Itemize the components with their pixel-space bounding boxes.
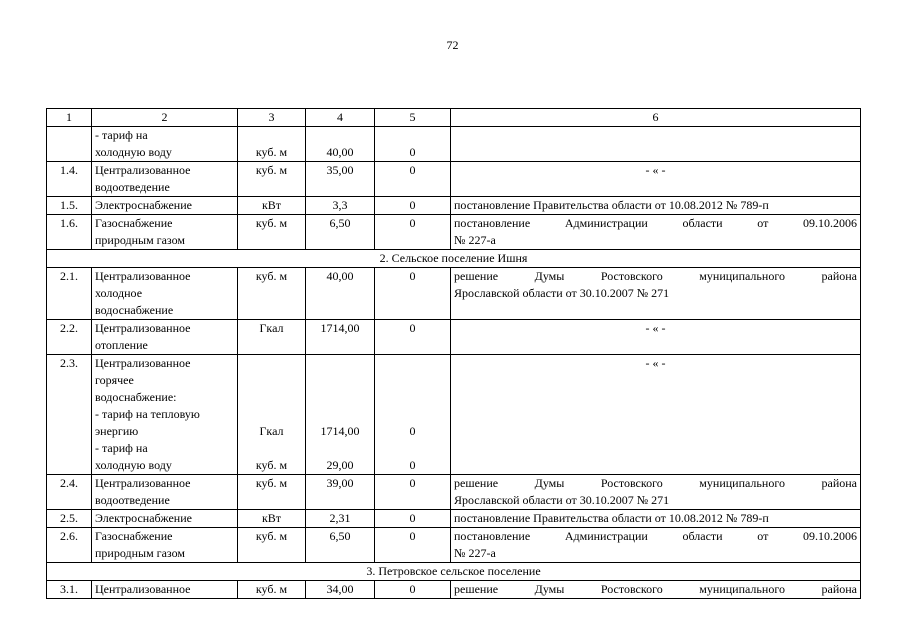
- spacer: [378, 355, 447, 372]
- service-name: [92, 127, 238, 162]
- table-row: [47, 162, 861, 197]
- document-reference-line: решение Думы Ростовского муниципального района: [454, 476, 857, 490]
- section-row: [47, 250, 861, 268]
- service-name-line: водоотведение: [95, 180, 170, 194]
- extra-cell-line: 0: [409, 424, 416, 438]
- row-number: 2.5.: [47, 510, 92, 528]
- service-name-line: энергию: [95, 424, 139, 438]
- service-name-line: холодное: [95, 286, 143, 300]
- service-name: [92, 475, 238, 510]
- service-name-line: природным газом: [95, 233, 185, 247]
- unit-cell: куб. м: [238, 528, 306, 563]
- service-name-line: водоснабжение: [95, 303, 174, 317]
- unit-cell-line: Гкал: [259, 424, 284, 438]
- service-name-line: Централизованное: [95, 321, 191, 335]
- spacer: [241, 355, 302, 372]
- row-number: 1.5.: [47, 197, 92, 215]
- document-reference: [451, 528, 861, 563]
- extra-cell: 0: [375, 475, 451, 510]
- service-name-line: - тариф на тепловую: [95, 407, 200, 421]
- document-reference: постановление Правительства области от 10.08.2012 № 789-п: [451, 510, 861, 528]
- extra-cell: 0: [375, 197, 451, 215]
- service-name-line: Электроснабжение: [95, 198, 192, 212]
- unit-cell-line: куб. м: [255, 458, 288, 472]
- row-number: [47, 127, 92, 162]
- unit-cell: куб. м: [238, 475, 306, 510]
- section-row: [47, 563, 861, 581]
- value-cell: 35,00: [306, 162, 375, 197]
- service-name-line: Централизованное: [95, 163, 191, 177]
- service-name-line: - тариф на: [95, 128, 148, 142]
- extra-cell: 0: [375, 268, 451, 320]
- service-name: [92, 268, 238, 320]
- unit-cell: куб. м: [238, 127, 306, 162]
- spacer: [241, 372, 302, 389]
- document-reference-line: Ярославской области от 30.10.2007 № 271: [454, 493, 670, 507]
- service-name-line: природным газом: [95, 546, 185, 560]
- extra-cell: 0: [375, 127, 451, 162]
- service-name: [92, 528, 238, 563]
- table-row: [47, 215, 861, 250]
- value-cell: 1714,00: [306, 320, 375, 355]
- value-cell: 40,00: [306, 268, 375, 320]
- extra-cell-line: 0: [409, 458, 416, 472]
- service-name-line: Газоснабжение: [95, 529, 173, 543]
- column-header: 3: [238, 109, 306, 127]
- unit-cell: кВт: [238, 197, 306, 215]
- table-row: [47, 320, 861, 355]
- section-title: 2. Сельское поселение Ишня: [47, 250, 861, 268]
- extra-cell: 0: [375, 162, 451, 197]
- spacer: [241, 406, 302, 423]
- service-name: [92, 162, 238, 197]
- document-reference: [451, 475, 861, 510]
- service-name-line: Централизованное: [95, 356, 191, 370]
- value-cell: 34,00: [306, 581, 375, 599]
- table-header-row: [47, 109, 861, 127]
- document-reference-line: № 227-а: [454, 546, 496, 560]
- spacer: [378, 389, 447, 406]
- table-row: [47, 510, 861, 528]
- table-row: [47, 127, 861, 162]
- unit-cell: кВт: [238, 510, 306, 528]
- spacer: [378, 406, 447, 423]
- service-name-line: Электроснабжение: [95, 511, 192, 525]
- extra-cell: [375, 355, 451, 475]
- service-name: [92, 355, 238, 475]
- table-row: [47, 581, 861, 599]
- unit-cell: куб. м: [238, 215, 306, 250]
- page-number: 72: [446, 38, 459, 52]
- value-cell: [306, 355, 375, 475]
- document-reference: [451, 127, 861, 162]
- document-reference-line: Ярославской области от 30.10.2007 № 271: [454, 286, 670, 300]
- column-header: 1: [47, 109, 92, 127]
- service-name-line: холодную воду: [95, 458, 172, 472]
- value-cell-line: 1714,00: [320, 424, 360, 438]
- value-cell: 6,50: [306, 528, 375, 563]
- service-name: [92, 581, 238, 599]
- service-name-line: Централизованное: [95, 582, 191, 596]
- row-number: 3.1.: [47, 581, 92, 599]
- document-reference: [451, 268, 861, 320]
- service-name: [92, 510, 238, 528]
- service-name-line: - тариф на: [95, 441, 148, 455]
- column-header: 4: [306, 109, 375, 127]
- service-name: [92, 215, 238, 250]
- tariff-table: [46, 108, 861, 599]
- spacer: [309, 389, 371, 406]
- spacer: [378, 440, 447, 457]
- document-reference: [451, 581, 861, 599]
- extra-cell: 0: [375, 320, 451, 355]
- table-row: [47, 355, 861, 475]
- service-name-line: Централизованное: [95, 269, 191, 283]
- column-header: 5: [375, 109, 451, 127]
- spacer: [309, 355, 371, 372]
- value-cell-line: 29,00: [326, 458, 354, 472]
- service-name-line: водоотведение: [95, 493, 170, 507]
- spacer: [309, 372, 371, 389]
- document-reference: - « -: [451, 355, 861, 475]
- document-reference-line: постановление Администрации области от 09.10.2006: [454, 529, 857, 543]
- extra-cell: 0: [375, 528, 451, 563]
- service-name-line: горячее: [95, 373, 134, 387]
- row-number: 1.6.: [47, 215, 92, 250]
- unit-cell: куб. м: [238, 581, 306, 599]
- extra-cell: 0: [375, 581, 451, 599]
- extra-cell: 0: [375, 510, 451, 528]
- section-title: 3. Петровское сельское поселение: [47, 563, 861, 581]
- value-cell: 2,31: [306, 510, 375, 528]
- service-name: [92, 197, 238, 215]
- table-row: [47, 268, 861, 320]
- value-cell: 3,3: [306, 197, 375, 215]
- document-reference-line: решение Думы Ростовского муниципального района: [454, 582, 857, 596]
- tariff-table-body: [47, 109, 861, 599]
- service-name-line: водоснабжение:: [95, 390, 177, 404]
- table-row: [47, 528, 861, 563]
- spacer: [309, 440, 371, 457]
- row-number: 2.3.: [47, 355, 92, 475]
- document-reference-line: решение Думы Ростовского муниципального района: [454, 269, 857, 283]
- extra-cell: 0: [375, 215, 451, 250]
- spacer: [241, 389, 302, 406]
- table-row: [47, 475, 861, 510]
- column-header: 6: [451, 109, 861, 127]
- column-header: 2: [92, 109, 238, 127]
- service-name-line: отопление: [95, 338, 148, 352]
- document-reference: - « -: [451, 320, 861, 355]
- spacer: [241, 440, 302, 457]
- row-number: 2.2.: [47, 320, 92, 355]
- value-cell: 40,00: [306, 127, 375, 162]
- value-cell: 6,50: [306, 215, 375, 250]
- value-cell: 39,00: [306, 475, 375, 510]
- service-name-line: холодную воду: [95, 145, 172, 159]
- document-reference: постановление Правительства области от 10.08.2012 № 789-п: [451, 197, 861, 215]
- unit-cell: куб. м: [238, 268, 306, 320]
- document-reference: [451, 215, 861, 250]
- table-row: [47, 197, 861, 215]
- service-name-line: Газоснабжение: [95, 216, 173, 230]
- row-number: 2.6.: [47, 528, 92, 563]
- unit-cell: Гкал: [238, 320, 306, 355]
- document-reference-line: постановление Администрации области от 09.10.2006: [454, 216, 857, 230]
- row-number: 2.1.: [47, 268, 92, 320]
- row-number: 2.4.: [47, 475, 92, 510]
- document-reference: - « -: [451, 162, 861, 197]
- spacer: [378, 372, 447, 389]
- spacer: [309, 406, 371, 423]
- document-reference-line: № 227-а: [454, 233, 496, 247]
- service-name: [92, 320, 238, 355]
- service-name-line: Централизованное: [95, 476, 191, 490]
- unit-cell: [238, 355, 306, 475]
- unit-cell: куб. м: [238, 162, 306, 197]
- row-number: 1.4.: [47, 162, 92, 197]
